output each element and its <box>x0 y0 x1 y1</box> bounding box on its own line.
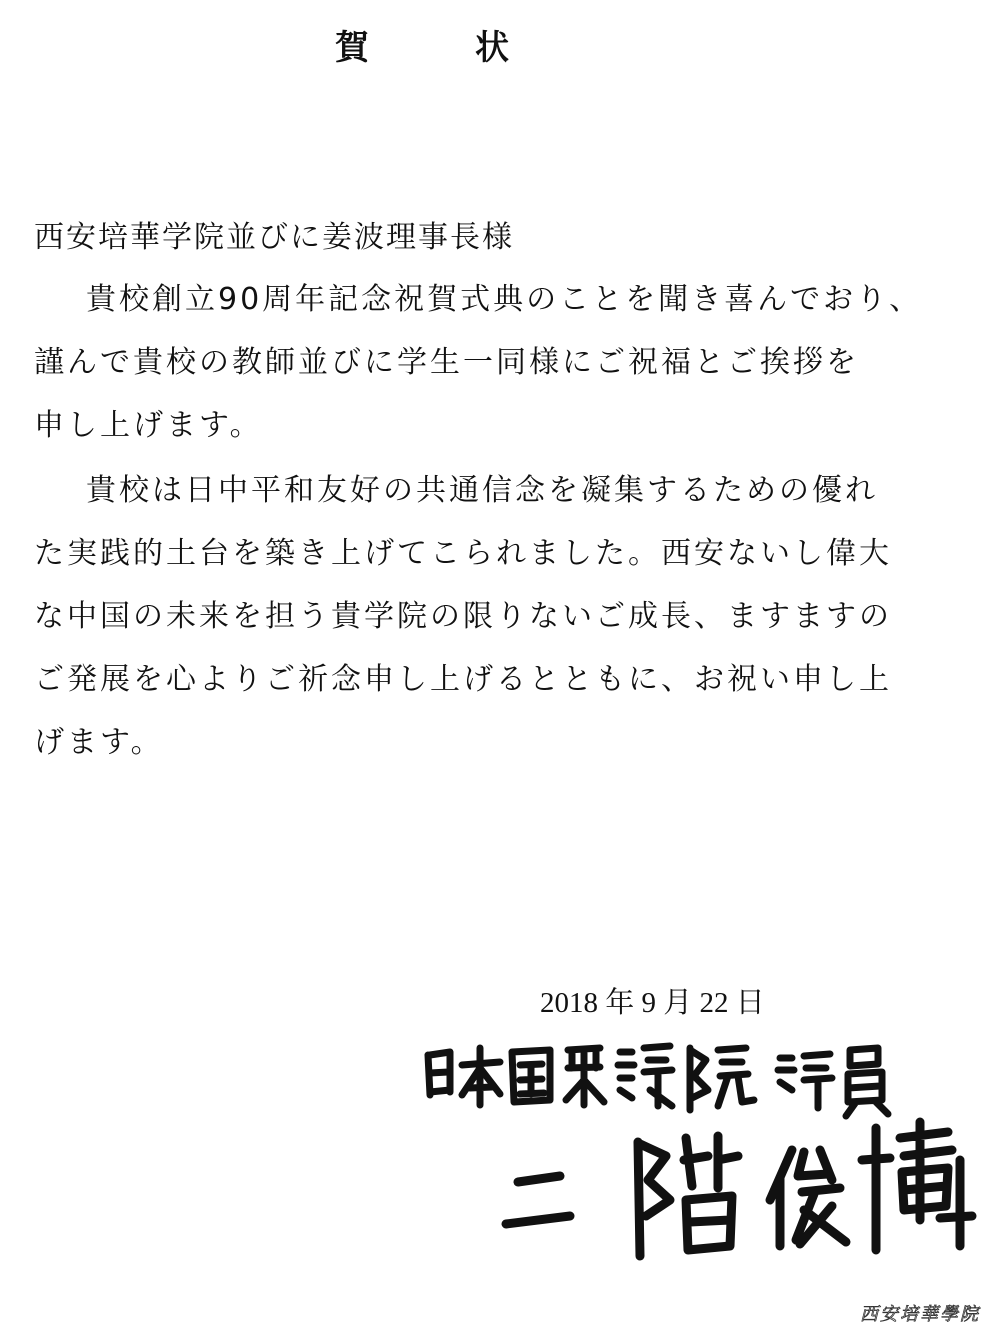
paragraph-line: 申し上げます。 <box>34 408 263 443</box>
paragraph-2 <box>34 459 894 774</box>
paragraph-line: た実践的土台を築き上げてこられました。西安ないし偉大 <box>34 536 892 571</box>
paragraph-line: 貴校は日中平和友好の共通信念を凝集するための優れ <box>86 473 878 508</box>
paragraph-line: 謹んで貴校の教師並びに学生一同様にご祝福とご挨拶を <box>34 345 859 380</box>
watermark: 西安培華學院 <box>860 1304 980 1325</box>
letter-date: 2018 年 9 月 22 日 <box>540 987 765 1019</box>
paragraph-line: 貴校創立90周年記念祝賀式典のことを聞き喜んでおり、 <box>86 282 923 317</box>
letter-title: 賀 状 <box>335 28 545 68</box>
paragraph-line: ご発展を心よりご祈念申し上げるとともに、お祝い申し上 <box>34 662 892 697</box>
paragraph-line: な中国の未来を担う貴学院の限りないご成長、ますますの <box>34 599 892 634</box>
paragraph-line: げます。 <box>34 725 164 760</box>
addressee: 西安培華学院並びに姜波理事長様 <box>34 220 514 255</box>
paragraph-1 <box>34 268 923 457</box>
handwritten-signature-icon <box>400 1010 990 1280</box>
